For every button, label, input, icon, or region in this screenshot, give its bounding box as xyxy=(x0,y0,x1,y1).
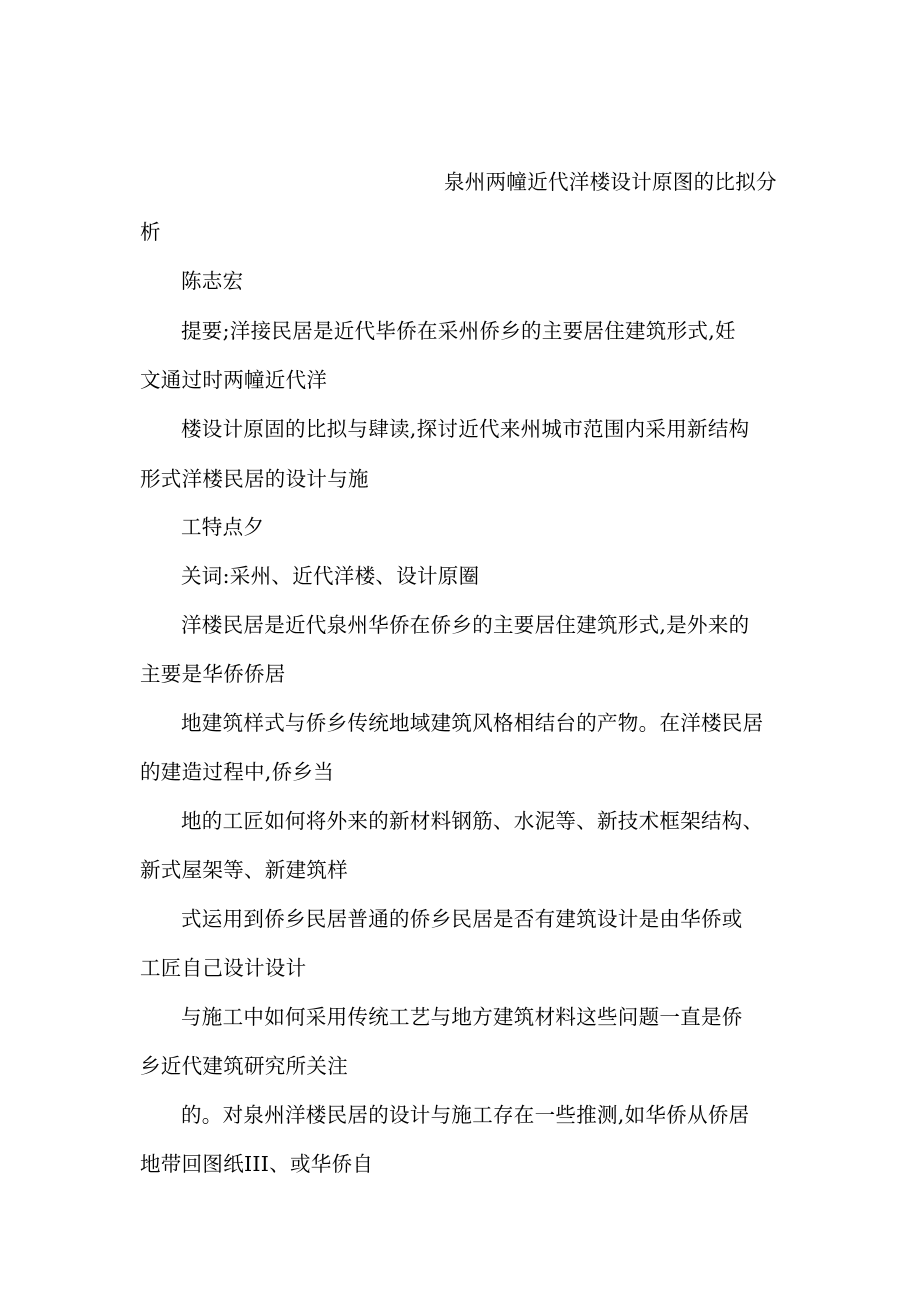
title-line-2: 析 xyxy=(140,220,161,244)
body-line: 地带回图纸III、或华侨自 xyxy=(140,1152,374,1176)
author-name: 陈志宏 xyxy=(181,269,244,293)
body-line: 的建造过程中,侨乡当 xyxy=(140,760,335,784)
abstract-line: 文通过时两幢近代洋 xyxy=(140,368,328,392)
body-line: 式运用到侨乡民居普通的侨乡民居是否有建筑设计是由华侨或 xyxy=(181,907,743,931)
body-line: 地建筑样式与侨乡传统地域建筑风格相结台的产物。在洋楼民居 xyxy=(181,711,764,735)
body-line: 洋楼民居是近代泉州华侨在侨乡的主要居住建筑形式,是外来的 xyxy=(181,613,750,637)
title-line-1: 泉州两幢近代洋楼设计原图的比拟分 xyxy=(444,170,777,194)
body-line: 新式屋架等、新建筑样 xyxy=(140,858,348,882)
body-line: 工匠自己设计设计 xyxy=(140,956,307,980)
abstract-line: 形式洋楼民居的设计与施 xyxy=(140,467,369,491)
body-line: 与施工中如何采用传统工艺与地方建筑材料这些问题一直是侨 xyxy=(181,1005,743,1029)
keywords-line: 关词:采州、近代洋楼、设计原圈 xyxy=(181,564,480,588)
abstract-line: 工特点夕 xyxy=(181,515,265,539)
body-line: 的。对泉州洋楼民居的设计与施工存在一些推测,如华侨从侨居 xyxy=(181,1103,750,1127)
body-line: 乡近代建筑研究所关注 xyxy=(140,1054,348,1078)
abstract-line: 提要;洋接民居是近代毕侨在采州侨乡的主要居住建筑形式,妊 xyxy=(181,319,736,343)
abstract-line: 楼设计原固的比拟与肆读,探讨近代来州城市范围内采用新结构 xyxy=(181,417,750,441)
body-line: 主要是华侨侨居 xyxy=(140,662,286,686)
body-line: 地的工匠如何将外来的新材料钢筋、水泥等、新技术框架结构、 xyxy=(181,809,764,833)
